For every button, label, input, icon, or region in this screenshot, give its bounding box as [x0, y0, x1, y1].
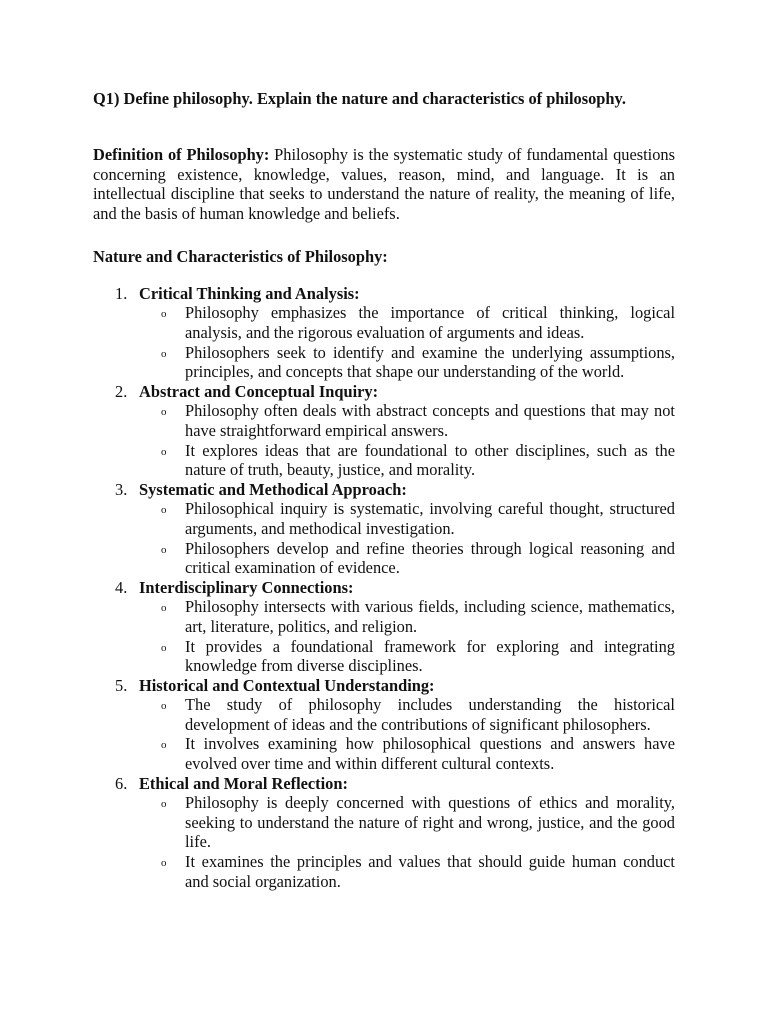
bullet-point	[139, 441, 675, 480]
circle-bullet-icon: o	[161, 504, 167, 517]
bullet-list	[139, 303, 675, 381]
characteristic-title: Abstract and Conceptual Inquiry:	[139, 381, 379, 401]
characteristic-title: Interdisciplinary Connections:	[139, 577, 354, 597]
bullet-list	[139, 499, 675, 577]
characteristics-list	[93, 284, 675, 891]
circle-bullet-icon: o	[161, 406, 167, 419]
bullet-point	[139, 343, 675, 382]
characteristic-number: 2.	[115, 381, 128, 401]
characteristic-heading	[115, 479, 675, 500]
characteristic-heading	[115, 773, 675, 794]
definition-paragraph	[93, 145, 675, 224]
circle-bullet-icon: o	[161, 641, 167, 654]
bullet-point	[139, 695, 675, 734]
characteristic-item	[93, 578, 675, 676]
bullet-text: Philosophy emphasizes the importance of critical thinking, logical analysis, and the rigorous evaluation of arguments and ideas.	[185, 303, 675, 342]
characteristic-heading	[115, 577, 675, 598]
bullet-text: It involves examining how philosophical questions and answers have evolved over time and within different cultural contexts.	[185, 734, 675, 774]
characteristic-heading	[115, 675, 675, 696]
characteristic-title: Systematic and Methodical Approach:	[139, 479, 407, 499]
characteristic-item	[93, 774, 675, 892]
characteristic-heading	[115, 283, 675, 304]
circle-bullet-icon: o	[161, 308, 167, 321]
bullet-text: It explores ideas that are foundational to other disciplines, such as the nature of truth, beauty, justice, and morality.	[185, 440, 675, 480]
characteristic-item	[93, 284, 675, 382]
circle-bullet-icon: o	[161, 739, 167, 752]
characteristic-number: 4.	[115, 577, 128, 597]
characteristic-title: Historical and Contextual Understanding:	[139, 675, 435, 695]
circle-bullet-icon: o	[161, 798, 167, 811]
characteristic-item	[93, 382, 675, 480]
characteristic-title: Critical Thinking and Analysis:	[139, 283, 360, 303]
bullet-point	[139, 793, 675, 852]
circle-bullet-icon: o	[161, 347, 167, 360]
characteristic-number: 6.	[115, 773, 128, 793]
bullet-text: Philosophy intersects with various fields, including science, mathematics, art, literature, politics, and religion.	[185, 597, 675, 636]
circle-bullet-icon: o	[161, 700, 167, 713]
bullet-list	[139, 401, 675, 479]
characteristic-item	[93, 480, 675, 578]
bullet-point	[139, 303, 675, 342]
bullet-text: Philosophers develop and refine theories through logical reasoning and critical examination of evidence.	[185, 538, 675, 578]
circle-bullet-icon: o	[161, 857, 167, 870]
bullet-list	[139, 597, 675, 675]
bullet-text: The study of philosophy includes understanding the historical development of ideas and the contributions of significant philosophers.	[185, 695, 675, 734]
circle-bullet-icon: o	[161, 602, 167, 615]
characteristic-heading	[115, 381, 675, 402]
bullet-text: Philosophy is deeply concerned with questions of ethics and morality, seeking to understand the nature of right and wrong, justice, and the good life.	[185, 793, 675, 852]
bullet-point	[139, 597, 675, 636]
definition-text: Philosophy is the systematic study of fundamental questions concerning existence, knowledge, values, reason, mind, and language. It is an intellectual discipline that seeks to understand the nature of reality, the meaning of life, and the basis of human knowledge and beliefs.	[93, 145, 675, 224]
characteristic-number: 3.	[115, 479, 128, 499]
characteristic-title: Ethical and Moral Reflection:	[139, 773, 348, 793]
bullet-point	[139, 401, 675, 440]
bullet-text: Philosophical inquiry is systematic, involving careful thought, structured arguments, and methodical investigation.	[185, 499, 675, 538]
bullet-text: Philosophers seek to identify and examine the underlying assumptions, principles, and concepts that shape our understanding of the world.	[185, 342, 675, 382]
bullet-text: Philosophy often deals with abstract concepts and questions that may not have straightforward empirical answers.	[185, 401, 675, 440]
circle-bullet-icon: o	[161, 445, 167, 458]
document-page	[93, 89, 675, 891]
bullet-point	[139, 499, 675, 538]
bullet-list	[139, 793, 675, 891]
characteristic-number: 5.	[115, 675, 128, 695]
definition-term: Definition of Philosophy:	[93, 145, 270, 164]
bullet-point	[139, 539, 675, 578]
bullet-point	[139, 852, 675, 891]
bullet-text: It examines the principles and values that should guide human conduct and social organization.	[185, 852, 675, 891]
characteristic-item	[93, 676, 675, 774]
bullet-text: It provides a foundational framework for exploring and integrating knowledge from diverse disciplines.	[185, 636, 675, 676]
bullet-point	[139, 637, 675, 676]
characteristic-number: 1.	[115, 283, 128, 303]
bullet-list	[139, 695, 675, 773]
circle-bullet-icon: o	[161, 543, 167, 556]
question-heading: Q1) Define philosophy. Explain the nature and characteristics of philosophy.	[93, 89, 626, 108]
bullet-point	[139, 734, 675, 773]
section-heading: Nature and Characteristics of Philosophy:	[93, 246, 388, 266]
